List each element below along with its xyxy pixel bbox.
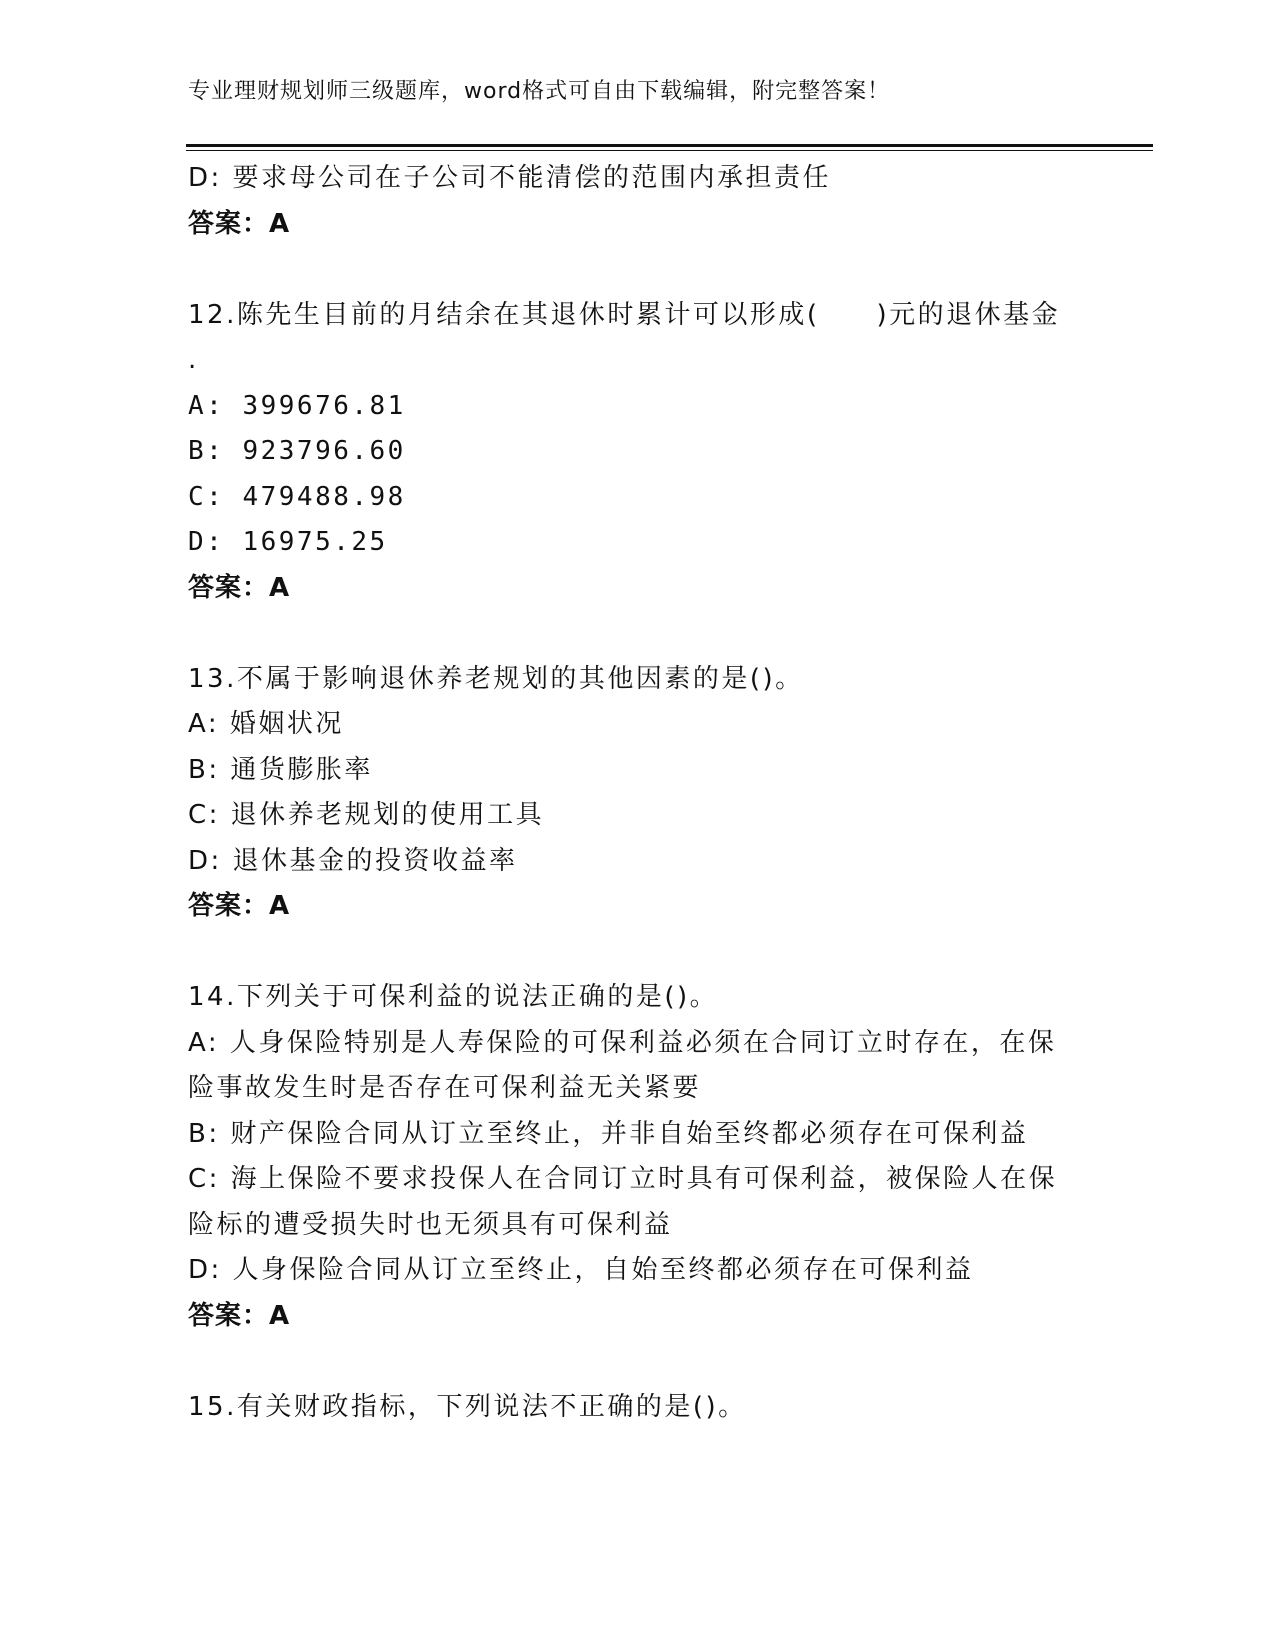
question-content: [188, 156, 1088, 1430]
q14-option-a-line2: 险事故发生时是否存在可保利益无关紧要: [188, 1073, 702, 1103]
q12-answer: 答案：A: [188, 572, 291, 603]
q14-option-d: D: 人身保险合同从订立至终止，自始至终都必须存在可保利益: [188, 1255, 974, 1285]
q13-option-a: A: 婚姻状况: [188, 709, 344, 739]
q12-option-c: C: 479488.98: [188, 481, 406, 512]
q12-option-d: D: 16975.25: [188, 527, 388, 557]
q15-stem: 15.有关财政指标，下列说法不正确的是()。: [188, 1391, 747, 1422]
q13-option-b: B: 通货膨胀率: [188, 754, 373, 785]
q12-option-a: A: 399676.81: [188, 390, 406, 421]
prev-option-d: D: 要求母公司在子公司不能清偿的范围内承担责任: [188, 163, 832, 193]
q13-option-c: C: 退休养老规划的使用工具: [188, 800, 545, 830]
q13-stem: 13.不属于影响退休养老规划的其他因素的是()。: [188, 663, 804, 694]
q14-answer: 答案：A: [188, 1300, 291, 1331]
spacer: [188, 930, 1088, 976]
prev-answer: 答案：A: [188, 208, 291, 239]
q13-option-d: D: 退休基金的投资收益率: [188, 845, 518, 876]
spacer: [188, 247, 1088, 293]
header-rule-thick: [186, 144, 1153, 147]
q14-option-c-line2: 险标的遭受损失时也无须具有可保利益: [188, 1209, 673, 1240]
q14-stem: 14.下列关于可保利益的说法正确的是()。: [188, 982, 719, 1012]
page-header: 专业理财规划师三级题库，word格式可自由下载编辑，附完整答案！: [188, 79, 891, 104]
q12-stem-tail: .: [188, 345, 199, 375]
q14-option-a-line1: A: 人身保险特别是人寿保险的可保利益必须在合同订立时存在，在保: [188, 1027, 1057, 1058]
q12-option-b: B: 923796.60: [188, 436, 406, 466]
spacer: [188, 1339, 1088, 1385]
q13-answer: 答案：A: [188, 891, 291, 921]
q12-stem: 12.陈先生目前的月结余在其退休时累计可以形成( )元的退休基金: [188, 299, 1061, 330]
q14-option-b: B: 财产保险合同从订立至终止，并非自始至终都必须存在可保利益: [188, 1118, 1029, 1149]
spacer: [188, 611, 1088, 657]
header-rule-thin: [186, 150, 1153, 151]
q14-option-c-line1: C: 海上保险不要求投保人在合同订立时具有可保利益，被保险人在保: [188, 1164, 1058, 1194]
